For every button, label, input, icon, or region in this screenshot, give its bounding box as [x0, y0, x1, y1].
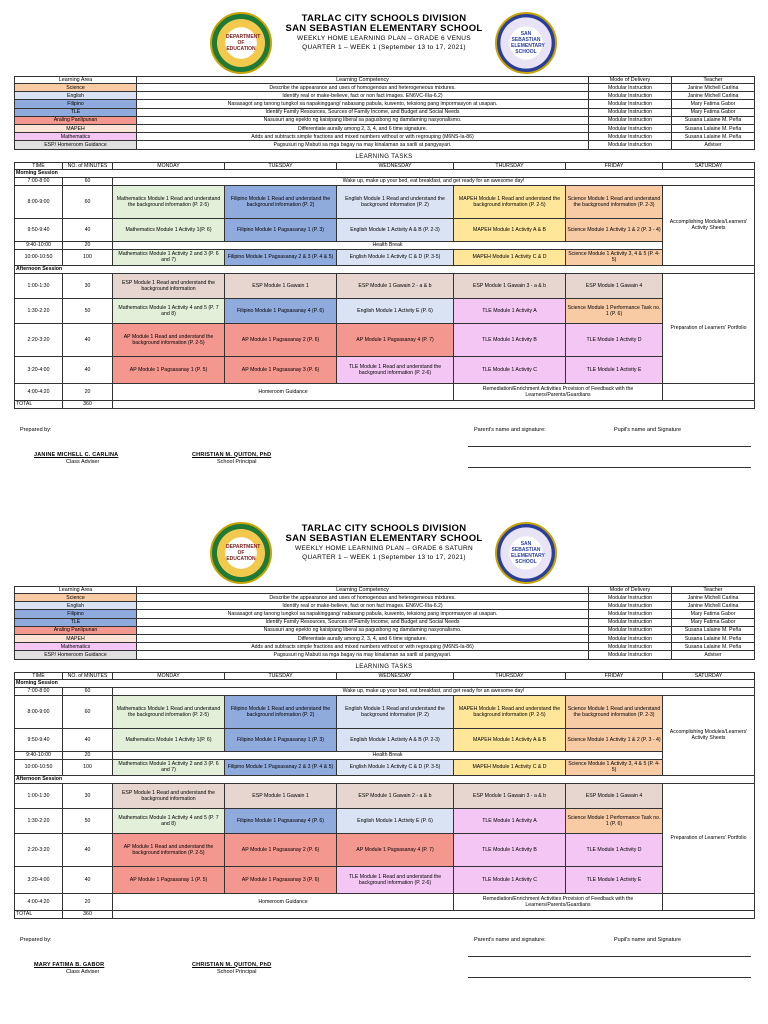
- mode-of-delivery: Modular Instruction: [589, 618, 672, 626]
- col-thursday: THURSDAY: [454, 162, 566, 169]
- minutes-cell: 20: [63, 751, 113, 759]
- health-break-cell: Health Break: [113, 751, 663, 759]
- learning-area-name: Science: [15, 84, 137, 92]
- time-cell: 4:00-4:20: [15, 383, 63, 400]
- minutes-cell: 60: [63, 695, 113, 728]
- col-learning-area: Learning Area: [15, 587, 137, 594]
- task-cell: Science Module 1 Read and understand the background information (P. 2-3): [566, 695, 663, 728]
- deped-seal-text: DEPARTMENT OF EDUCATION: [226, 34, 261, 52]
- schedule-table: [14, 672, 755, 919]
- col-mode: Mode of Delivery: [589, 77, 672, 84]
- col-mode: Mode of Delivery: [589, 587, 672, 594]
- mode-of-delivery: Modular Instruction: [589, 116, 672, 124]
- task-cell: TLE Module 1 Activity A: [454, 808, 566, 833]
- minutes-cell: 60: [63, 185, 113, 218]
- competency-text: Describe the appearance and uses of homogenous and heterogeneous mixtures.: [137, 594, 589, 602]
- time-cell: 10:00-10:50: [15, 249, 63, 265]
- minutes-cell: 60: [63, 687, 113, 695]
- task-cell: Science Module 1 Activity 3, 4 & 5 (P. 4-5): [566, 759, 663, 775]
- task-cell: Filipino Module 1 Pagsasanay 2 & 3 (P. 4 & 5): [225, 249, 337, 265]
- empty-cell: [663, 383, 755, 400]
- task-cell: Filipino Module 1 Read and understand the background information (P. 2): [225, 695, 337, 728]
- minutes-cell: 30: [63, 783, 113, 808]
- mode-of-delivery: Modular Instruction: [589, 84, 672, 92]
- task-cell: AP Module 1 Pagsasanay 1 (P. 5): [113, 356, 225, 383]
- mode-of-delivery: Modular Instruction: [589, 124, 672, 132]
- task-cell: Filipino Module 1 Pagsasanay 1 (P. 3): [225, 218, 337, 241]
- time-cell: 10:00-10:50: [15, 759, 63, 775]
- learning-area-name: ESP/ Homeroom Guidance: [15, 141, 137, 149]
- teacher-name: Susana Lalaine M. Peña: [672, 634, 755, 642]
- competency-text: Nasasagot ang tanong tungkol sa napakinggang/ nabasang pabula, kuwento, teksiong pang impormasyon at usapan.: [137, 100, 589, 108]
- parent-signature-label: Parent's name and signature:: [474, 426, 546, 433]
- col-friday: FRIDAY: [566, 162, 663, 169]
- learning-area-row: [15, 108, 755, 116]
- task-cell: Filipino Module 1 Pagsasanay 4 (P. 6): [225, 298, 337, 323]
- time-cell: 4:00-4:20: [15, 893, 63, 910]
- teacher-name: Mary Fatima Gabor: [672, 610, 755, 618]
- task-cell: TLE Module 1 Activity D: [566, 833, 663, 866]
- plan-header: [14, 520, 754, 586]
- task-cell: Mathematics Module 1 Read and understand the background information (P. 2-5): [113, 185, 225, 218]
- learning-area-row: [15, 634, 755, 642]
- teacher-name: Mary Fatima Gabor: [672, 100, 755, 108]
- learning-tasks-title: LEARNING TASKS: [355, 663, 413, 670]
- learning-area-row: [15, 610, 755, 618]
- homeroom-guidance-cell: Homeroom Guidance: [113, 893, 454, 910]
- learning-areas-table: [14, 586, 755, 660]
- learning-area-name: TLE: [15, 108, 137, 116]
- task-cell: Filipino Module 1 Read and understand the background information (P. 2): [225, 185, 337, 218]
- task-cell: English Module 1 Read and understand the background information (P. 2): [337, 185, 454, 218]
- signatures: [14, 409, 754, 479]
- total-minutes: 360: [63, 400, 113, 408]
- teacher-name: Susana Lalaine M. Peña: [672, 626, 755, 634]
- time-cell: 8:00-9:00: [15, 695, 63, 728]
- remediation-cell: Remediation/Enrichment Activities Provision of Feedback with the Learners/Parents/Guardians: [454, 383, 663, 400]
- task-cell: ESP Module 1 Gawain 1: [225, 783, 337, 808]
- task-cell: TLE Module 1 Activity B: [454, 323, 566, 356]
- signature-line: [468, 467, 751, 468]
- total-label: TOTAL: [15, 910, 63, 918]
- empty-cell: [113, 910, 755, 918]
- teacher-name: Adviser: [672, 141, 755, 149]
- learning-area-row: [15, 602, 755, 610]
- task-cell: Filipino Module 1 Pagsasanay 2 & 3 (P. 4 & 5): [225, 759, 337, 775]
- mode-of-delivery: Modular Instruction: [589, 100, 672, 108]
- task-cell: ESP Module 1 Gawain 4: [566, 273, 663, 298]
- competency-text: Identify real or make-believe, fact or non fact images. EN6VC-IIIa-6.2): [137, 92, 589, 100]
- signature-line: [468, 446, 751, 447]
- mode-of-delivery: Modular Instruction: [589, 594, 672, 602]
- time-cell: 7:00-8:00: [15, 177, 63, 185]
- task-cell: Science Module 1 Performance Task no. 1 (P. 6): [566, 298, 663, 323]
- plan-subtitle: WEEKLY HOME LEARNING PLAN – GRADE 6 VENUS: [297, 35, 471, 42]
- learning-areas-table: [14, 76, 755, 150]
- time-cell: 1:30-2:20: [15, 808, 63, 833]
- mode-of-delivery: Modular Instruction: [589, 651, 672, 659]
- minutes-cell: 40: [63, 833, 113, 866]
- wake-up-cell: Wake up, make up your bed, eat breakfast, and get ready for an awesome day!: [113, 687, 755, 695]
- time-cell: 9:40-10:00: [15, 241, 63, 249]
- time-cell: 9:40-10:00: [15, 751, 63, 759]
- adviser-name: JANINE MICHELL C. CARLINA: [34, 451, 119, 458]
- task-cell: Mathematics Module 1 Read and understand the background information (P. 2-5): [113, 695, 225, 728]
- mode-of-delivery: Modular Instruction: [589, 610, 672, 618]
- col-tuesday: TUESDAY: [225, 162, 337, 169]
- pupil-signature-label: Pupil's name and Signature: [614, 426, 682, 433]
- col-minutes: NO. of MINUTES: [63, 672, 113, 679]
- task-cell: ESP Module 1 Read and understand the background information: [113, 783, 225, 808]
- mode-of-delivery: Modular Instruction: [589, 108, 672, 116]
- remediation-cell: Remediation/Enrichment Activities Provision of Feedback with the Learners/Parents/Guardians: [454, 893, 663, 910]
- afternoon-session-label: Afternoon Session: [15, 265, 755, 273]
- minutes-cell: 100: [63, 249, 113, 265]
- task-cell: ESP Module 1 Gawain 1: [225, 273, 337, 298]
- task-cell: MAPEH Module 1 Activity A & B: [454, 218, 566, 241]
- task-cell: Mathematics Module 1 Activity 4 and 5 (P. 7 and 8): [113, 298, 225, 323]
- col-wednesday: WEDNESDAY: [337, 672, 454, 679]
- task-cell: English Module 1 Activity E (P. 6): [337, 298, 454, 323]
- school-seal-text: SAN SEBASTIAN ELEMENTARY SCHOOL: [511, 31, 545, 55]
- competency-text: Nasusuri ang epekto ng kaisipang liberal sa pagusbong ng damdaming nasyonalismo.: [137, 626, 589, 634]
- learning-area-name: English: [15, 602, 137, 610]
- learning-area-name: TLE: [15, 618, 137, 626]
- task-cell: Science Module 1 Activity 1 & 2 (P. 3 - 4): [566, 728, 663, 751]
- time-cell: 1:30-2:20: [15, 298, 63, 323]
- signature-line: [468, 956, 751, 957]
- col-minutes: NO. of MINUTES: [63, 162, 113, 169]
- mode-of-delivery: Modular Instruction: [589, 133, 672, 141]
- time-cell: 1:00-1:30: [15, 273, 63, 298]
- time-cell: 8:00-9:00: [15, 185, 63, 218]
- task-cell: ESP Module 1 Gawain 2 - a & b: [337, 783, 454, 808]
- col-wednesday: WEDNESDAY: [337, 162, 454, 169]
- homeroom-guidance-cell: Homeroom Guidance: [113, 383, 454, 400]
- time-cell: 3:20-4:00: [15, 356, 63, 383]
- mode-of-delivery: Modular Instruction: [589, 141, 672, 149]
- competency-text: Identify Family Resources, Sources of Family Income, and Budget and Social Needs: [137, 108, 589, 116]
- minutes-cell: 50: [63, 808, 113, 833]
- pupil-signature-label: Pupil's name and Signature: [614, 936, 682, 943]
- task-cell: ESP Module 1 Gawain 3 - a & b: [454, 273, 566, 298]
- adviser-role: Class Adviser: [66, 458, 100, 465]
- task-cell: Mathematics Module 1 Activity 2 and 3 (P. 6 and 7): [113, 249, 225, 265]
- minutes-cell: 40: [63, 323, 113, 356]
- learning-area-row: [15, 84, 755, 92]
- teacher-name: Susana Lalaine M. Peña: [672, 643, 755, 651]
- time-cell: 9:50-9:40: [15, 218, 63, 241]
- health-break-cell: Health Break: [113, 241, 663, 249]
- weekly-plan-venus: [14, 10, 754, 479]
- task-cell: Science Module 1 Read and understand the background information (P. 2-3): [566, 185, 663, 218]
- task-cell: TLE Module 1 Activity C: [454, 866, 566, 893]
- teacher-name: Janine Michell Carlina: [672, 84, 755, 92]
- deped-seal-text: DEPARTMENT OF EDUCATION: [226, 544, 261, 562]
- learning-area-row: [15, 124, 755, 132]
- minutes-cell: 20: [63, 383, 113, 400]
- col-competency: Learning Competency: [137, 587, 589, 594]
- task-cell: MAPEH Module 1 Activity C & D: [454, 759, 566, 775]
- afternoon-session-label: Afternoon Session: [15, 775, 755, 783]
- task-cell: Filipino Module 1 Pagsasanay 4 (P. 6): [225, 808, 337, 833]
- competency-text: Pagsusuri ng Mabuti sa mga bagay na may kinalaman sa sarili at pangyayari.: [137, 651, 589, 659]
- mode-of-delivery: Modular Instruction: [589, 643, 672, 651]
- school-title: SAN SEBASTIAN ELEMENTARY SCHOOL: [285, 23, 483, 34]
- task-cell: English Module 1 Activity E (P. 6): [337, 808, 454, 833]
- minutes-cell: 30: [63, 273, 113, 298]
- time-cell: 1:00-1:30: [15, 783, 63, 808]
- plan-subtitle: WEEKLY HOME LEARNING PLAN – GRADE 6 SATURN: [294, 545, 474, 552]
- task-cell: AP Module 1 Read and understand the background information (P. 2-5): [113, 323, 225, 356]
- task-cell: TLE Module 1 Activity B: [454, 833, 566, 866]
- time-cell: 2:20-3:20: [15, 833, 63, 866]
- learning-area-row: [15, 92, 755, 100]
- teacher-name: Janine Michell Carlina: [672, 602, 755, 610]
- time-cell: 7:00-8:00: [15, 687, 63, 695]
- task-cell: Science Module 1 Activity 1 & 2 (P. 3 - 4): [566, 218, 663, 241]
- saturday-morning-cell: Accomplishing Modules/Learners' Activity Sheets: [663, 185, 755, 265]
- learning-area-row: [15, 626, 755, 634]
- col-tuesday: TUESDAY: [225, 672, 337, 679]
- principal-role: School Principal: [217, 968, 257, 975]
- col-learning-area: Learning Area: [15, 77, 137, 84]
- principal-name: CHRISTIAN M. QUITON, PhD: [192, 451, 272, 458]
- task-cell: Mathematics Module 1 Activity 4 and 5 (P. 7 and 8): [113, 808, 225, 833]
- mode-of-delivery: Modular Instruction: [589, 634, 672, 642]
- empty-cell: [663, 893, 755, 910]
- learning-tasks-title: LEARNING TASKS: [355, 153, 413, 160]
- task-cell: AP Module 1 Pagsasanay 4 (P. 7): [337, 323, 454, 356]
- competency-text: Differentiate aurally among 2, 3, 4, and 6 time signature.: [137, 124, 589, 132]
- task-cell: Science Module 1 Performance Task no. 1 (P. 6): [566, 808, 663, 833]
- total-label: TOTAL: [15, 400, 63, 408]
- competency-text: Identify real or make-believe, fact or non fact images. EN6VC-IIIa-6.2): [137, 602, 589, 610]
- minutes-cell: 50: [63, 298, 113, 323]
- competency-text: Nasasagot ang tanong tungkol sa napakinggang/ nabasang pabula, kuwento, teksiong pang impormasyon at usapan.: [137, 610, 589, 618]
- task-cell: AP Module 1 Read and understand the background information (P. 2-5): [113, 833, 225, 866]
- task-cell: Science Module 1 Activity 3, 4 & 5 (P. 4-5): [566, 249, 663, 265]
- task-cell: MAPEH Module 1 Activity C & D: [454, 249, 566, 265]
- minutes-cell: 100: [63, 759, 113, 775]
- principal-role: School Principal: [217, 458, 257, 465]
- task-cell: TLE Module 1 Activity C: [454, 356, 566, 383]
- minutes-cell: 40: [63, 218, 113, 241]
- teacher-name: Janine Michell Carlina: [672, 594, 755, 602]
- task-cell: AP Module 1 Pagsasanay 2 (P. 6): [225, 323, 337, 356]
- col-friday: FRIDAY: [566, 672, 663, 679]
- task-cell: ESP Module 1 Read and understand the background information: [113, 273, 225, 298]
- task-cell: TLE Module 1 Read and understand the background information (P. 2-6): [337, 866, 454, 893]
- task-cell: TLE Module 1 Activity E: [566, 866, 663, 893]
- adviser-name: MARY FATIMA B. GABOR: [34, 961, 105, 968]
- schedule-table: [14, 162, 755, 409]
- weekly-plan-saturn: [14, 520, 754, 989]
- learning-area-name: ESP/ Homeroom Guidance: [15, 651, 137, 659]
- time-cell: 3:20-4:00: [15, 866, 63, 893]
- competency-text: Adds and subtracts simple fractions and mixed numbers without or with regrouping (M6NS-Ia-86): [137, 643, 589, 651]
- learning-area-name: MAPEH: [15, 124, 137, 132]
- learning-area-name: English: [15, 92, 137, 100]
- col-saturday: SATURDAY: [663, 162, 755, 169]
- wake-up-cell: Wake up, make up your bed, eat breakfast, and get ready for an awesome day!: [113, 177, 755, 185]
- col-thursday: THURSDAY: [454, 672, 566, 679]
- time-cell: 9:50-9:40: [15, 728, 63, 751]
- teacher-name: Susana Lalaine M. Peña: [672, 124, 755, 132]
- adviser-role: Class Adviser: [66, 968, 100, 975]
- competency-text: Pagsusuri ng Mabuti sa mga bagay na may kinalaman sa sarili at pangyayari.: [137, 141, 589, 149]
- learning-area-name: Filipino: [15, 610, 137, 618]
- minutes-cell: 60: [63, 177, 113, 185]
- quarter-line: QUARTER 1 – WEEK 1 (September 13 to 17, 2021): [302, 44, 466, 51]
- competency-text: Describe the appearance and uses of homogenous and heterogeneous mixtures.: [137, 84, 589, 92]
- learning-area-name: Araling Panlipunan: [15, 116, 137, 124]
- col-teacher: Teacher: [672, 587, 755, 594]
- mode-of-delivery: Modular Instruction: [589, 92, 672, 100]
- task-cell: TLE Module 1 Activity E: [566, 356, 663, 383]
- learning-area-row: [15, 594, 755, 602]
- total-minutes: 360: [63, 910, 113, 918]
- col-saturday: SATURDAY: [663, 672, 755, 679]
- task-cell: ESP Module 1 Gawain 2 - a & b: [337, 273, 454, 298]
- saturday-afternoon-cell: Preparation of Learners' Portfolio: [663, 783, 755, 893]
- task-cell: English Module 1 Activity A & B (P. 2-3): [337, 728, 454, 751]
- task-cell: English Module 1 Activity A & B (P. 2-3): [337, 218, 454, 241]
- task-cell: ESP Module 1 Gawain 4: [566, 783, 663, 808]
- task-cell: English Module 1 Activity C & D (P. 3-5): [337, 249, 454, 265]
- mode-of-delivery: Modular Instruction: [589, 626, 672, 634]
- saturday-morning-cell: Accomplishing Modules/Learners' Activity Sheets: [663, 695, 755, 775]
- signatures: [14, 919, 754, 989]
- competency-text: Identify Family Resources, Sources of Family Income, and Budget and Social Needs: [137, 618, 589, 626]
- learning-area-row: [15, 100, 755, 108]
- competency-text: Nasusuri ang epekto ng kaisipang liberal sa pagusbong ng damdaming nasyonalismo.: [137, 116, 589, 124]
- learning-area-name: MAPEH: [15, 634, 137, 642]
- signature-line: [468, 977, 751, 978]
- school-title: SAN SEBASTIAN ELEMENTARY SCHOOL: [285, 533, 483, 544]
- task-cell: TLE Module 1 Activity A: [454, 298, 566, 323]
- competency-text: Adds and subtracts simple fractions and mixed numbers without or with regrouping (M6NS-Ia-86): [137, 133, 589, 141]
- quarter-line: QUARTER 1 – WEEK 1 (September 13 to 17, 2021): [302, 554, 466, 561]
- minutes-cell: 40: [63, 728, 113, 751]
- minutes-cell: 40: [63, 356, 113, 383]
- task-cell: TLE Module 1 Activity D: [566, 323, 663, 356]
- teacher-name: Susana Lalaine M. Peña: [672, 116, 755, 124]
- parent-signature-label: Parent's name and signature:: [474, 936, 546, 943]
- learning-area-name: Filipino: [15, 100, 137, 108]
- col-time: TIME: [15, 672, 63, 679]
- task-cell: English Module 1 Read and understand the background information (P. 2): [337, 695, 454, 728]
- prepared-by-label: Prepared by:: [20, 936, 52, 943]
- minutes-cell: 20: [63, 893, 113, 910]
- task-cell: AP Module 1 Pagsasanay 3 (P. 6): [225, 356, 337, 383]
- morning-session-label: Morning Session: [15, 679, 755, 687]
- task-cell: AP Module 1 Pagsasanay 1 (P. 5): [113, 866, 225, 893]
- competency-text: Differentiate aurally among 2, 3, 4, and 6 time signature.: [137, 634, 589, 642]
- task-cell: Filipino Module 1 Pagsasanay 1 (P. 3): [225, 728, 337, 751]
- learning-area-row: [15, 618, 755, 626]
- division-title: TARLAC CITY SCHOOLS DIVISION: [301, 523, 467, 534]
- teacher-name: Mary Fatima Gabor: [672, 618, 755, 626]
- minutes-cell: 40: [63, 866, 113, 893]
- time-cell: 2:20-3:20: [15, 323, 63, 356]
- task-cell: MAPEH Module 1 Read and understand the background information (P. 2-5): [454, 185, 566, 218]
- plan-header: [14, 10, 754, 76]
- task-cell: Mathematics Module 1 Activity 2 and 3 (P. 6 and 7): [113, 759, 225, 775]
- learning-area-name: Araling Panlipunan: [15, 626, 137, 634]
- task-cell: MAPEH Module 1 Read and understand the background information (P. 2-5): [454, 695, 566, 728]
- task-cell: AP Module 1 Pagsasanay 2 (P. 6): [225, 833, 337, 866]
- learning-area-row: [15, 651, 755, 659]
- task-cell: English Module 1 Activity C & D (P. 3-5): [337, 759, 454, 775]
- school-seal-text: SAN SEBASTIAN ELEMENTARY SCHOOL: [511, 541, 545, 565]
- col-teacher: Teacher: [672, 77, 755, 84]
- mode-of-delivery: Modular Instruction: [589, 602, 672, 610]
- morning-session-label: Morning Session: [15, 169, 755, 177]
- teacher-name: Adviser: [672, 651, 755, 659]
- col-time: TIME: [15, 162, 63, 169]
- col-competency: Learning Competency: [137, 77, 589, 84]
- col-monday: MONDAY: [113, 162, 225, 169]
- task-cell: TLE Module 1 Read and understand the background information (P. 2-6): [337, 356, 454, 383]
- learning-area-row: [15, 133, 755, 141]
- teacher-name: Susana Lalaine M. Peña: [672, 133, 755, 141]
- prepared-by-label: Prepared by:: [20, 426, 52, 433]
- minutes-cell: 20: [63, 241, 113, 249]
- task-cell: AP Module 1 Pagsasanay 4 (P. 7): [337, 833, 454, 866]
- task-cell: ESP Module 1 Gawain 3 - a & b: [454, 783, 566, 808]
- principal-name: CHRISTIAN M. QUITON, PhD: [192, 961, 272, 968]
- task-cell: Mathematics Module 1 Activity 1(P. 6): [113, 218, 225, 241]
- division-title: TARLAC CITY SCHOOLS DIVISION: [301, 13, 467, 24]
- saturday-afternoon-cell: Preparation of Learners' Portfolio: [663, 273, 755, 383]
- task-cell: Mathematics Module 1 Activity 1(P. 6): [113, 728, 225, 751]
- learning-area-name: Science: [15, 594, 137, 602]
- learning-area-name: Mathematics: [15, 133, 137, 141]
- col-monday: MONDAY: [113, 672, 225, 679]
- learning-area-row: [15, 643, 755, 651]
- teacher-name: Mary Fatima Gabor: [672, 108, 755, 116]
- teacher-name: Janine Michell Carlina: [672, 92, 755, 100]
- learning-area-name: Mathematics: [15, 643, 137, 651]
- learning-area-row: [15, 116, 755, 124]
- task-cell: AP Module 1 Pagsasanay 3 (P. 6): [225, 866, 337, 893]
- learning-area-row: [15, 141, 755, 149]
- task-cell: MAPEH Module 1 Activity A & B: [454, 728, 566, 751]
- empty-cell: [113, 400, 755, 408]
